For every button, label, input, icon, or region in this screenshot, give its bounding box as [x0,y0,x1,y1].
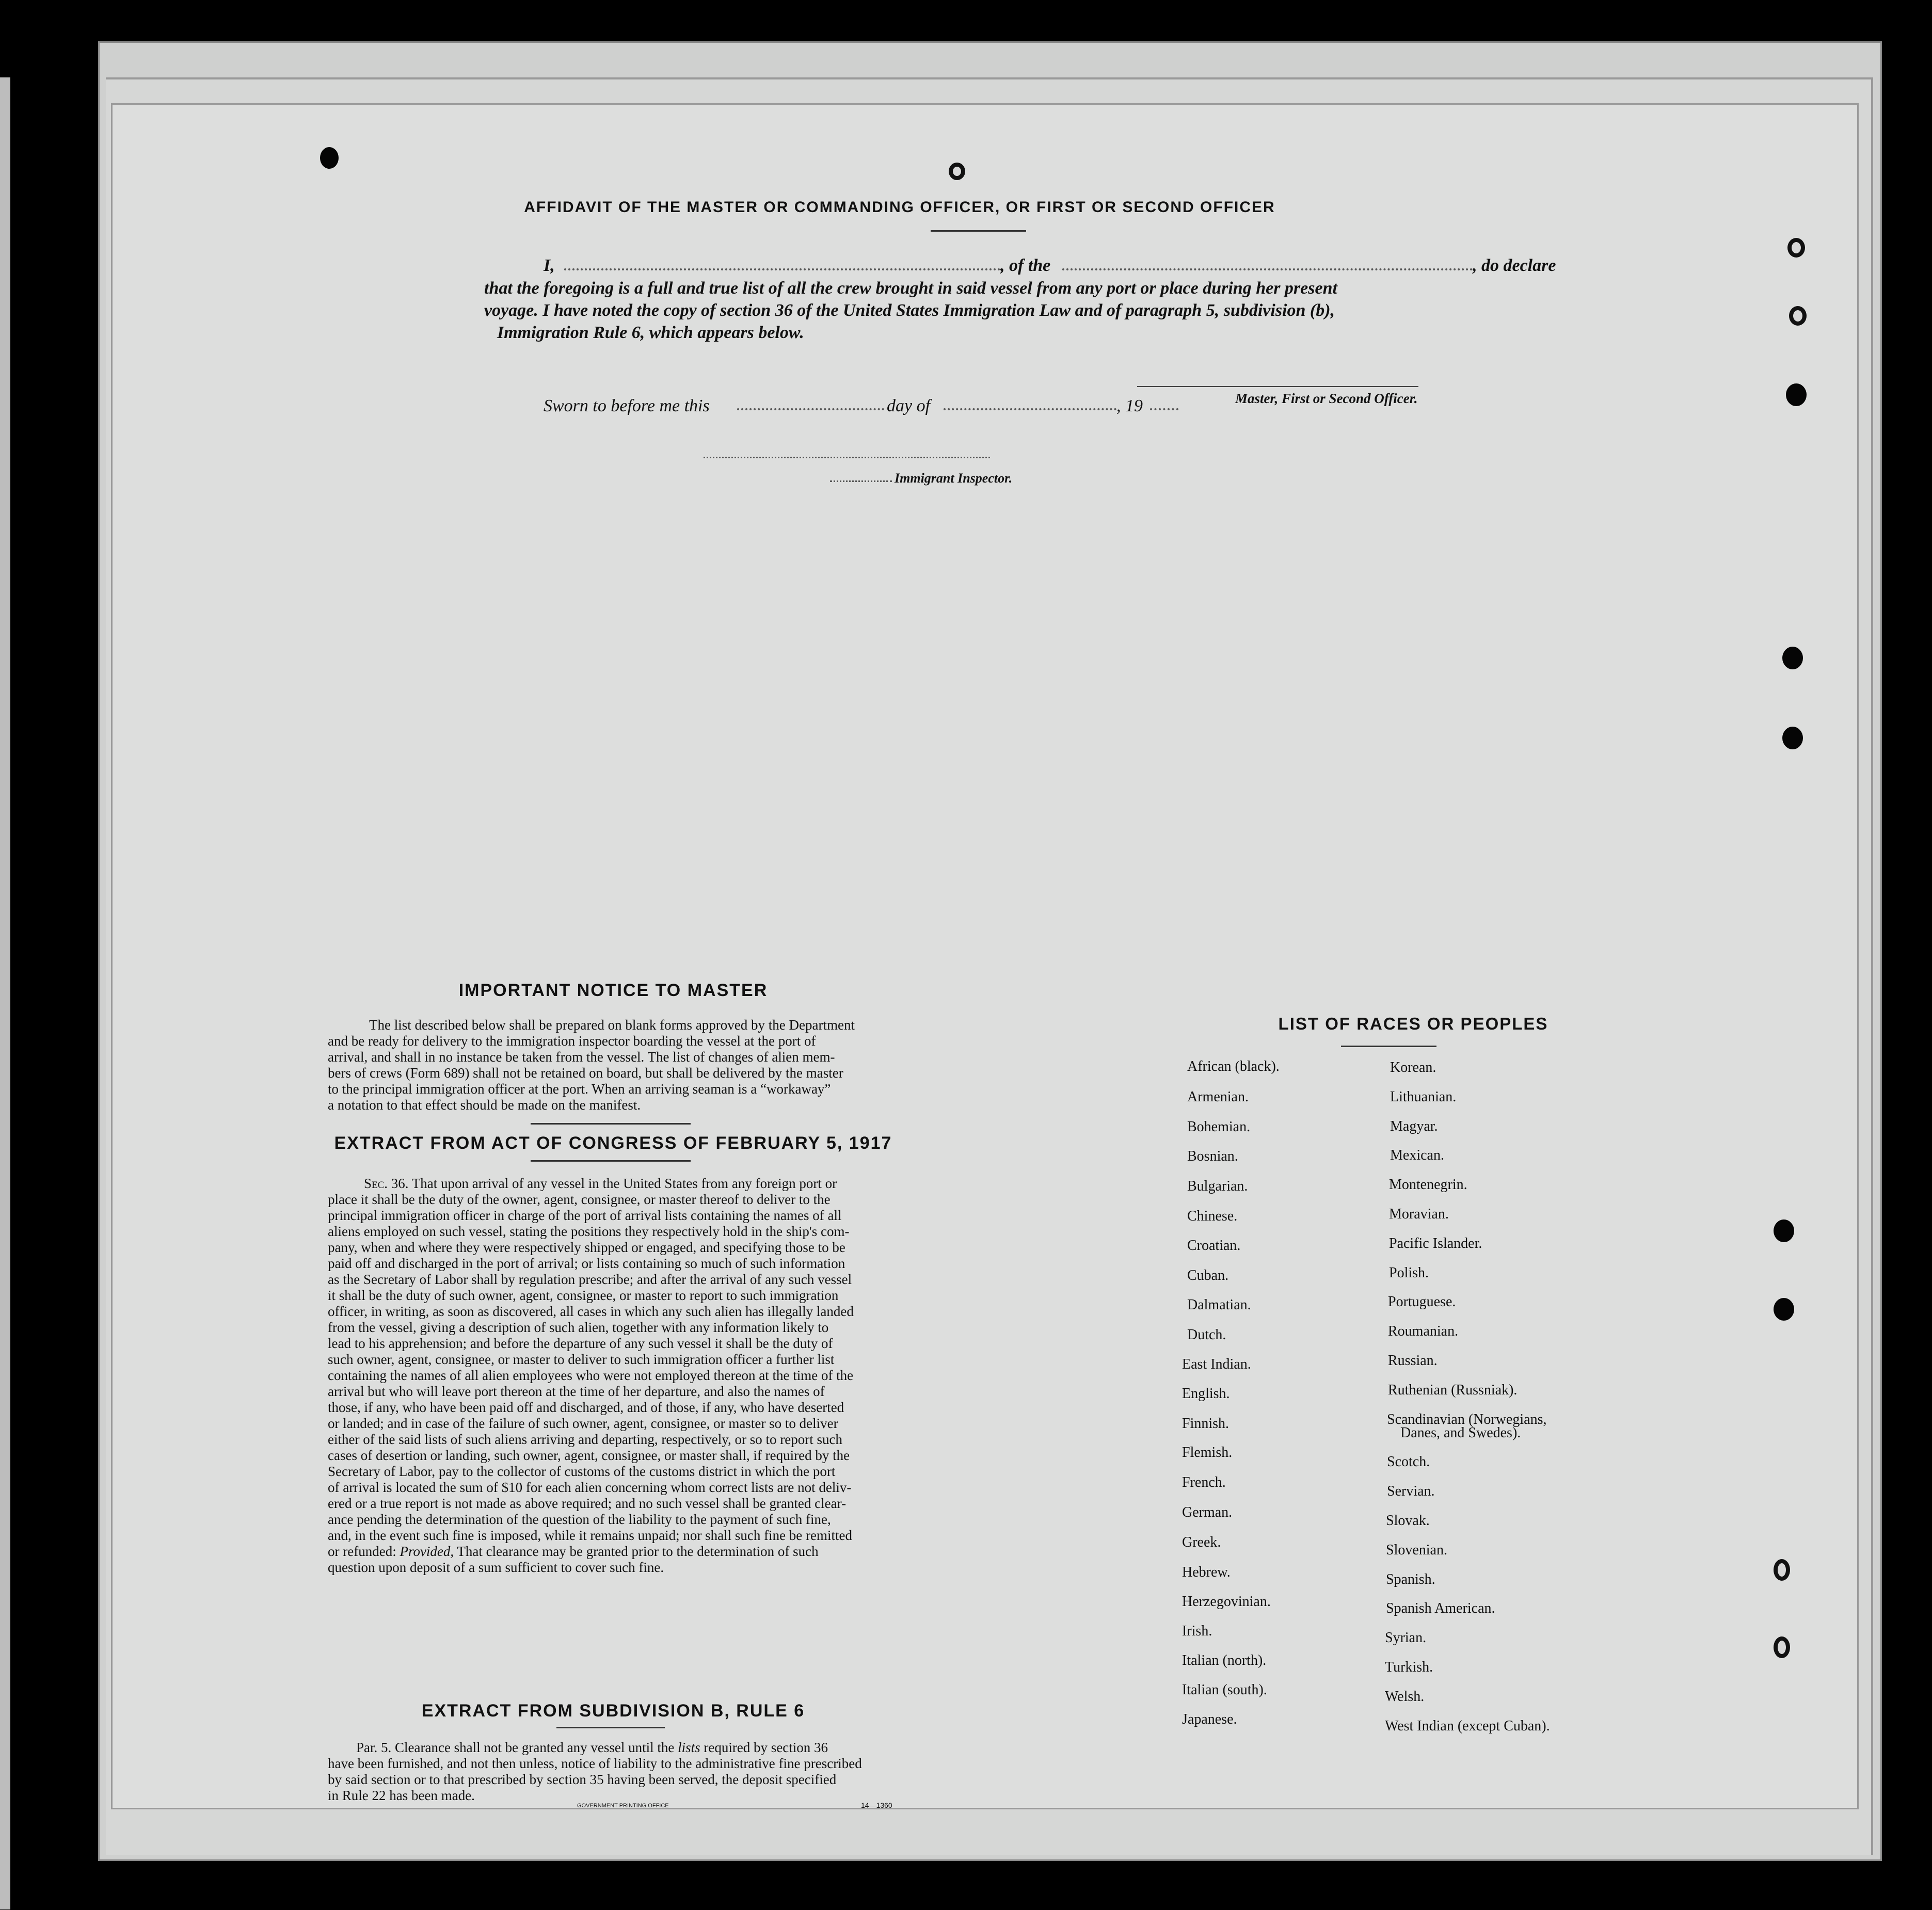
race-item: Bulgarian. [1187,1178,1248,1195]
binding-hole-icon [1782,727,1803,749]
rule-line: Par. 5. Clearance shall not be granted any vessel until the [356,1740,678,1755]
act-line: of arrival is located the sum of $10 for each alien concerning whom correct lists are not deliv- [328,1480,852,1495]
race-item: Welsh. [1385,1688,1425,1705]
adjacent-page-edge [0,77,10,1909]
title-underline [1341,1046,1436,1047]
race-item: West Indian (except Cuban). [1385,1718,1550,1734]
race-item: Dalmatian. [1187,1297,1251,1313]
race-item: Finnish. [1182,1415,1230,1432]
act-line: pany, when and where they were respectively shipped or engaged, and specifying those to be [328,1240,845,1255]
act-line: aliens employed on such vessel, stating the positions they respectively hold in the ship's com- [328,1224,850,1239]
race-item: Mexican. [1390,1147,1444,1164]
act-line: That upon arrival of any vessel in the United States from any foreign port or [411,1176,837,1191]
binding-hole-icon [1782,647,1803,669]
rule-line: required by section 36 [700,1740,828,1755]
act-line: Secretary of Labor, pay to the collector of customs of the customs district in which the port [328,1464,836,1479]
declarant-name-field[interactable] [564,268,1000,270]
form-page [111,103,1859,1809]
race-item: Bosnian. [1187,1148,1238,1165]
race-item: Hebrew. [1182,1564,1231,1580]
act-extract-title: EXTRACT FROM ACT OF CONGRESS OF FEBRUARY 5, 1917 [334,1133,892,1153]
sworn-month-field[interactable] [944,408,1116,410]
race-item: Flemish. [1182,1444,1233,1461]
declarant-i: I, [544,256,555,275]
notice-line: arrival, and shall in no instance be taken from the vessel. The list of changes of alien mem- [328,1049,835,1065]
act-line: arrival but who will leave port thereon at the time of her departure, and also the names of [328,1384,825,1399]
race-item: Dutch. [1187,1327,1226,1343]
affidavit-line: voyage. I have noted the copy of section 36 of the United States Immigration Law and of paragraph 5, subdivision (b), [484,301,1335,320]
race-item: Ruthenian (Russniak). [1388,1382,1518,1398]
binding-hole-icon [1787,238,1805,258]
act-line: as the Secretary of Labor shall by regulation prescribe; and after the arrival of any such vessel [328,1272,852,1287]
inspector-label: Immigrant Inspector. [895,471,1013,486]
do-declare-label: , do declare [1473,256,1556,275]
binding-hole-icon [1786,383,1807,406]
act-line: ance pending the determination of the question of the liability to the payment of such fine, [328,1512,831,1527]
notice-line: The list described below shall be prepared on blank forms approved by the Department [369,1017,855,1033]
race-item: Polish. [1389,1264,1429,1281]
race-item: Irish. [1182,1623,1212,1640]
sworn-year-field[interactable] [1150,408,1178,410]
race-item: Syrian. [1385,1630,1427,1646]
act-line: cases of desertion or landing, such owner, agent, consignee, or master shall, if required by the [328,1448,850,1463]
race-item: German. [1182,1504,1233,1520]
master-signature-label: Master, First or Second Officer. [1235,391,1418,406]
act-line: from the vessel, giving a description of such alien, together with any information likely to [328,1320,829,1335]
race-item: Roumanian. [1388,1323,1459,1340]
inspector-signature-line[interactable] [704,457,990,458]
title-underline [556,1727,665,1728]
act-line: paid off and discharged in the port of arrival; or lists containing so much of such information [328,1256,845,1271]
binding-hole-icon [949,163,965,180]
act-line: lead to his apprehension; and before the departure of any such vessel it shall be the duty of [328,1336,833,1351]
race-item: Russian. [1388,1353,1438,1369]
race-item: Bohemian. [1187,1118,1251,1135]
act-line: it shall be the duty of such owner, agent, consignee, or master to report to such immigration [328,1288,839,1303]
race-item: Slovenian. [1386,1542,1447,1558]
races-title: LIST OF RACES OR PEOPLES [1278,1014,1548,1033]
sworn-day-field[interactable] [737,408,884,410]
race-item: Slovak. [1386,1513,1430,1529]
race-item: Cuban. [1187,1267,1229,1283]
section-divider [531,1123,691,1125]
day-of-label: day of [887,396,931,415]
race-item: Spanish. [1386,1571,1435,1587]
title-underline [931,230,1026,232]
act-line: That clearance may be granted prior to the determination of such [454,1544,819,1559]
act-extract-text [328,1176,916,1576]
act-line: officer, in writing, as soon as discovered, all cases in which any such alien has illegally landed [328,1304,854,1319]
notice-text [328,1017,919,1113]
race-item: Danes, and Swedes). [1400,1424,1521,1441]
act-line: place it shall be the duty of the owner, agent, consignee, or master thereof to deliver to the [328,1192,831,1207]
race-item: French. [1182,1474,1226,1491]
act-line: ered or a true report is not made as above required; and no such vessel shall be granted clear- [328,1496,847,1511]
rule-extract-title: EXTRACT FROM SUBDIVISION B, RULE 6 [421,1701,805,1721]
race-item: Portuguese. [1388,1294,1456,1310]
rule-extract-text [328,1740,916,1804]
race-item: Montenegrin. [1389,1177,1467,1193]
vessel-name-field[interactable] [1062,268,1473,270]
notice-title: IMPORTANT NOTICE TO MASTER [458,981,768,1000]
rule-line: by said section or to that prescribed by section 35 having been served, the deposit specified [328,1772,837,1787]
act-line: containing the names of all alien employees who were not employed thereon at the time of the [328,1368,854,1383]
binding-hole-icon [1789,306,1807,326]
act-line: principal immigration officer in charge of the port of arrival lists containing the names of all [328,1208,842,1223]
race-item: Greek. [1182,1534,1221,1550]
section-number: Sec. 36. [364,1176,409,1191]
race-item: African (black). [1187,1058,1280,1074]
year-label: , 19 [1116,396,1143,415]
act-line: question upon deposit of a sum sufficient to cover such fine. [328,1560,664,1575]
inspector-prefix-dots [830,480,892,482]
affidavit-line: that the foregoing is a full and true list of all the crew brought in said vessel from any port or place during her present [484,279,1337,298]
act-line: either of the said lists of such aliens arriving and departing, respectively, or so to report such [328,1432,842,1447]
race-item: Lithuanian. [1390,1088,1457,1105]
race-item: Pacific Islander. [1389,1235,1482,1251]
rule-line: in Rule 22 has been made. [328,1788,475,1803]
race-item: Moravian. [1389,1206,1449,1222]
notice-line: and be ready for delivery to the immigration inspector boarding the vessel at the port of [328,1033,816,1049]
race-item: East Indian. [1182,1356,1251,1372]
lists-keyword: lists [678,1740,700,1755]
title-underline [531,1160,691,1162]
affidavit-line: Immigration Rule 6, which appears below. [497,323,804,342]
notice-line: bers of crews (Form 689) shall not be retained on board, but shall be delivered by the master [328,1065,843,1081]
race-item: Herzegovinian. [1182,1594,1271,1610]
race-item: English. [1182,1385,1230,1402]
notice-line: a notation to that effect should be made on the manifest. [328,1097,641,1113]
race-item: Magyar. [1390,1118,1438,1134]
act-line: those, if any, who have been paid off and discharged, and of those, if any, who have deserted [328,1400,844,1415]
binding-hole-icon [1774,1636,1790,1658]
of-the-label: , of the [1000,256,1051,275]
notice-line: to the principal immigration officer at the port. When an arriving seaman is a “workaway” [328,1081,831,1097]
binding-hole-icon [1774,1219,1794,1242]
race-item: Korean. [1390,1060,1436,1076]
form-number: 14—1360 [861,1801,892,1809]
race-item: Italian (north). [1182,1652,1267,1668]
race-item: Scotch. [1387,1454,1430,1470]
master-signature-line[interactable] [1137,386,1418,387]
act-line: or landed; and in case of the failure of such owner, agent, consignee, or master so to deliver [328,1416,838,1431]
race-item: Scandinavian (Norwegians, [1387,1411,1547,1427]
race-item: Chinese. [1187,1208,1238,1224]
act-line: and, in the event such fine is imposed, while it remains unpaid; nor shall such fine be remitted [328,1528,853,1543]
race-item: Spanish American. [1386,1600,1495,1617]
race-item: Croatian. [1187,1237,1241,1254]
binding-hole-icon [1774,1559,1790,1581]
printer-imprint: GOVERNMENT PRINTING OFFICE [577,1803,669,1809]
provided-keyword: Provided, [400,1544,454,1559]
race-item: Japanese. [1182,1711,1237,1727]
act-line: or refunded: [328,1544,400,1559]
race-item: Italian (south). [1182,1681,1267,1698]
binding-hole-icon [1774,1298,1794,1321]
act-line: such owner, agent, consignee, or master to deliver to such immigration officer a further list [328,1352,835,1367]
race-item: Servian. [1387,1483,1435,1500]
race-item: Armenian. [1187,1088,1249,1105]
affidavit-title: AFFIDAVIT OF THE MASTER OR COMMANDING OFFICER, OR FIRST OR SECOND OFFICER [524,199,1275,216]
race-item: Turkish. [1385,1659,1433,1675]
sworn-label: Sworn to before me this [544,396,710,415]
binding-hole-icon [320,147,339,169]
rule-line: have been furnished, and not then unless, notice of liability to the administrative fine prescribed [328,1756,862,1771]
